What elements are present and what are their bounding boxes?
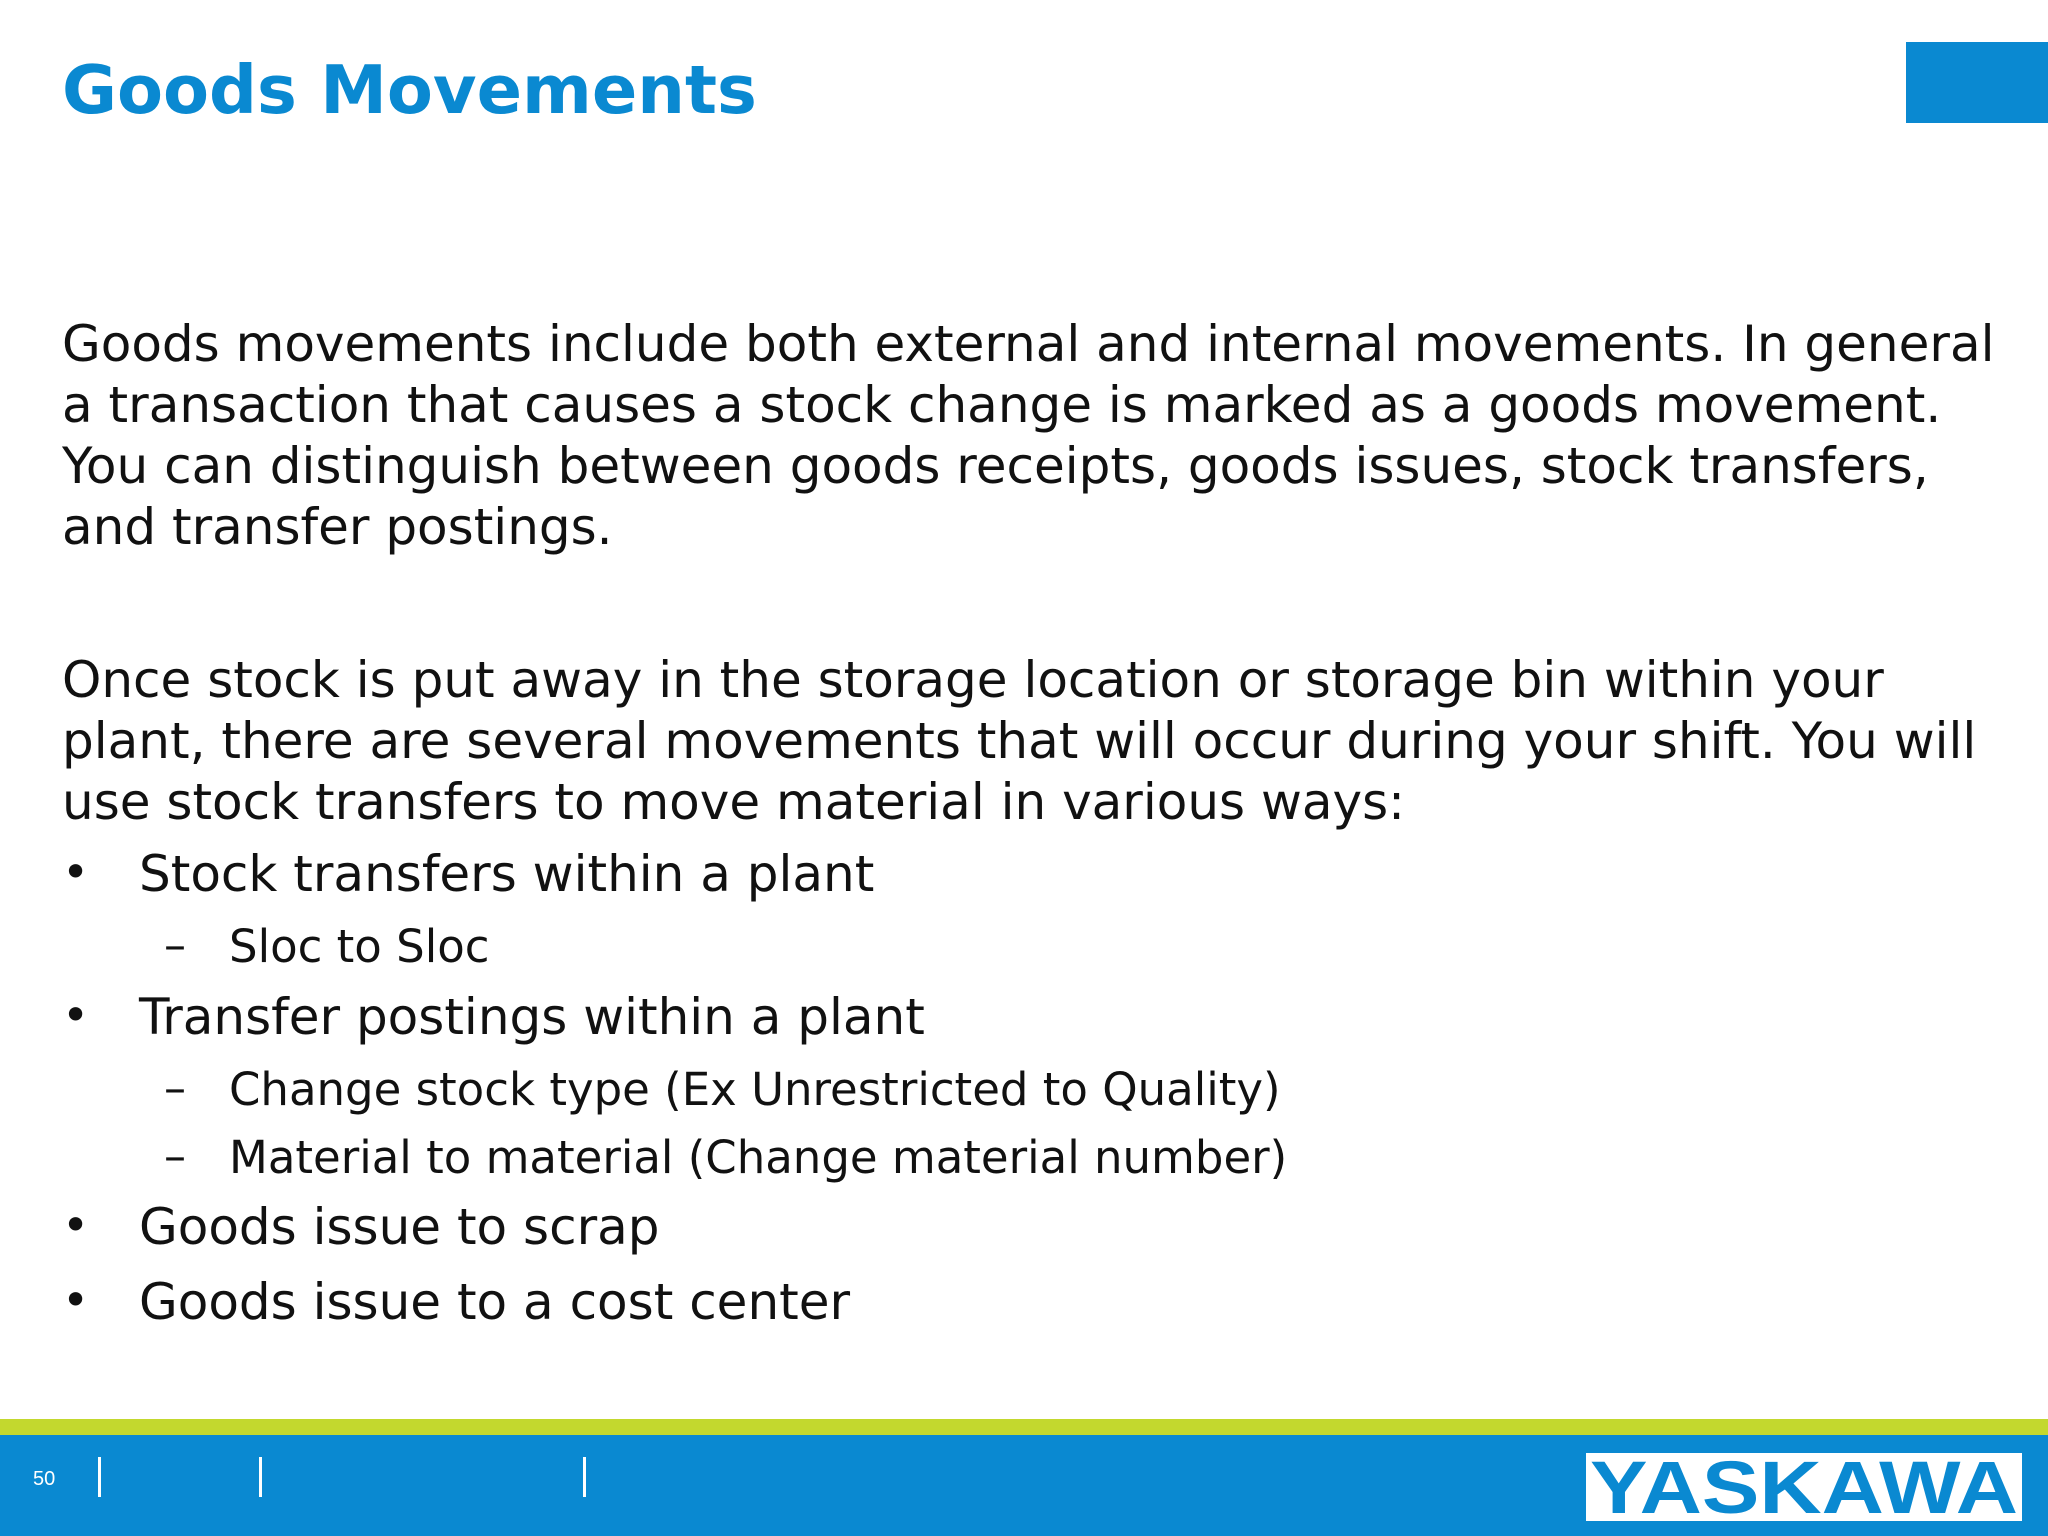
dash-marker: – [164, 1063, 186, 1114]
bullet-marker: • [62, 1273, 90, 1327]
stock-transfer-paragraph: Once stock is put away in the storage location or storage bin within your plant, there are several movements that will occur during your shift. You will use stock transfers to move material in various ways: [62, 651, 1977, 831]
sub-bullet-text: Material to material (Change material number) [229, 1131, 1288, 1184]
sub-bullet-text: Change stock type (Ex Unrestricted to Quality) [229, 1063, 1281, 1116]
corner-accent-block [1906, 42, 2048, 123]
slide-title: Goods Movements [62, 51, 757, 129]
bullet-marker: • [62, 1198, 90, 1252]
bullet-marker: • [62, 845, 90, 899]
slide-footer [0, 1435, 2048, 1536]
svg-text:YASKAWA: YASKAWA [1590, 1453, 2018, 1521]
page-number: 50 [33, 1468, 56, 1490]
intro-paragraph: Goods movements include both external and internal movements. In general a transaction that causes a stock change is marked as a goods movement. You can distinguish between goods receipts, goods issues, stock transfers, and transfer postings. [62, 315, 1995, 556]
bullet-marker: • [62, 988, 90, 1042]
sub-bullet-text: Sloc to Sloc [229, 920, 490, 973]
bullet-text: Stock transfers within a plant [139, 845, 875, 903]
dash-marker: – [164, 1131, 186, 1182]
footer-divider [583, 1457, 586, 1497]
yaskawa-logo [1586, 1453, 2022, 1521]
bullet-text: Goods issue to scrap [139, 1198, 660, 1256]
bullet-text: Transfer postings within a plant [139, 988, 925, 1046]
footer-divider [98, 1457, 101, 1497]
dash-marker: – [164, 920, 186, 971]
footer-accent-stripe [0, 1419, 2048, 1435]
footer-divider [259, 1457, 262, 1497]
bullet-text: Goods issue to a cost center [139, 1273, 851, 1331]
